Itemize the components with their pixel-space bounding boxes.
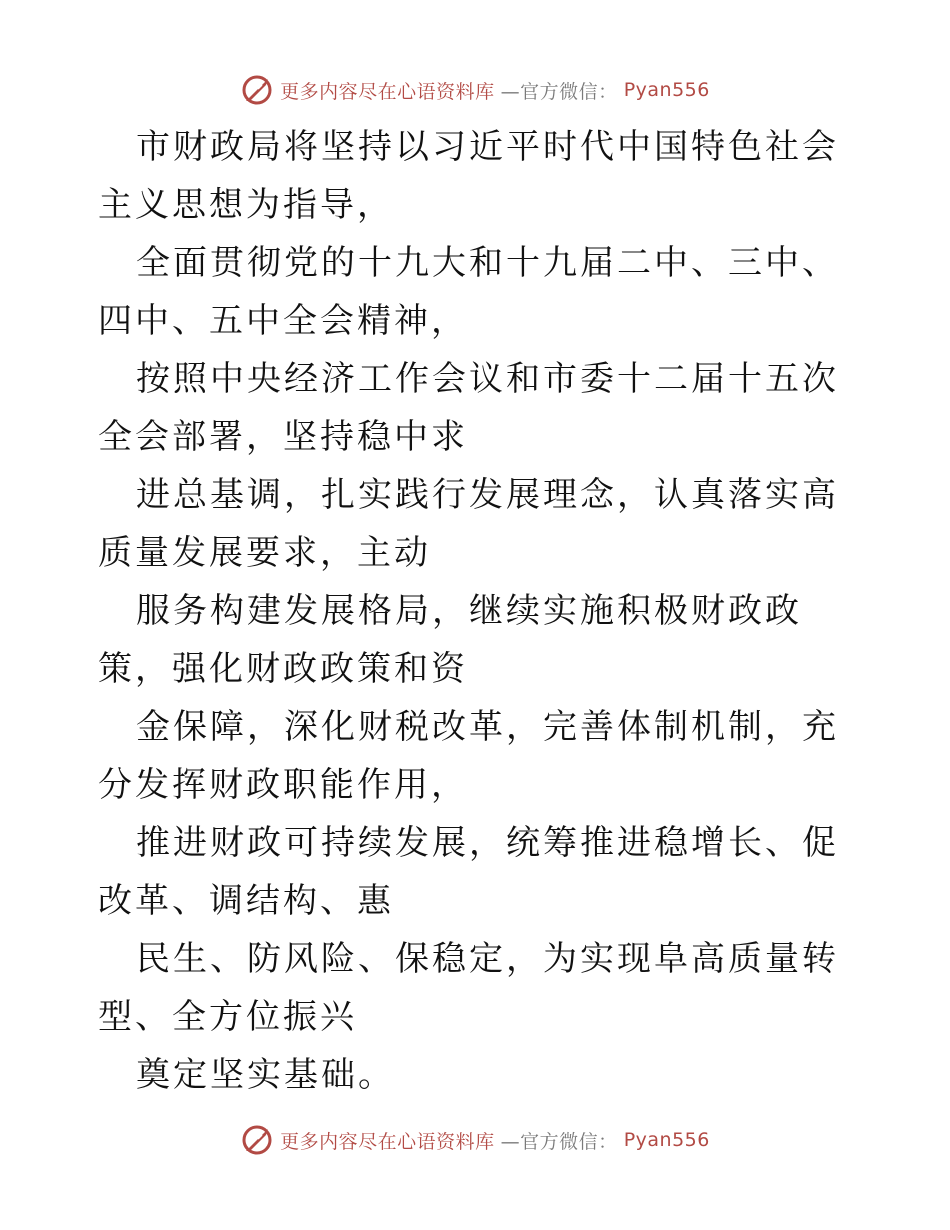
paragraph: 市财政局将坚持以习近平时代中国特色社会主义思想为指导，	[98, 127, 839, 225]
banner-text: 更多内容尽在心语资料库	[280, 1130, 495, 1153]
paragraph: 进总基调，扎实践行发展理念，认真落实高质量发展要求，主动	[98, 475, 839, 573]
quill-pen-logo-icon	[240, 73, 274, 107]
banner-text: 更多内容尽在心语资料库	[280, 80, 495, 103]
header-banner	[0, 70, 950, 110]
paragraph: 按照中央经济工作会议和市委十二届十五次全会部署，坚持稳中求	[98, 359, 839, 457]
paragraph: 推进财政可持续发展，统筹推进稳增长、促改革、调结构、惠	[98, 823, 839, 921]
banner-wechat-id: Pyan556	[623, 1129, 710, 1151]
paragraph: 服务构建发展格局，继续实施积极财政政策，强化财政政策和资	[98, 591, 802, 689]
paragraph: 奠定坚实基础。	[136, 1055, 395, 1095]
document-body	[98, 118, 858, 1104]
paragraph: 全面贯彻党的十九大和十九届二中、三中、四中、五中全会精神，	[98, 243, 839, 341]
paragraph: 民生、防风险、保稳定，为实现阜高质量转型、全方位振兴	[98, 939, 839, 1037]
footer-banner	[0, 1120, 950, 1160]
paragraph: 金保障，深化财税改革，完善体制机制，充分发挥财政职能作用，	[98, 707, 839, 805]
banner-wechat-id: Pyan556	[623, 79, 710, 101]
quill-pen-logo-icon	[240, 1123, 274, 1157]
banner-separator: —官方微信：	[500, 1130, 618, 1153]
banner-separator: —官方微信：	[500, 80, 618, 103]
